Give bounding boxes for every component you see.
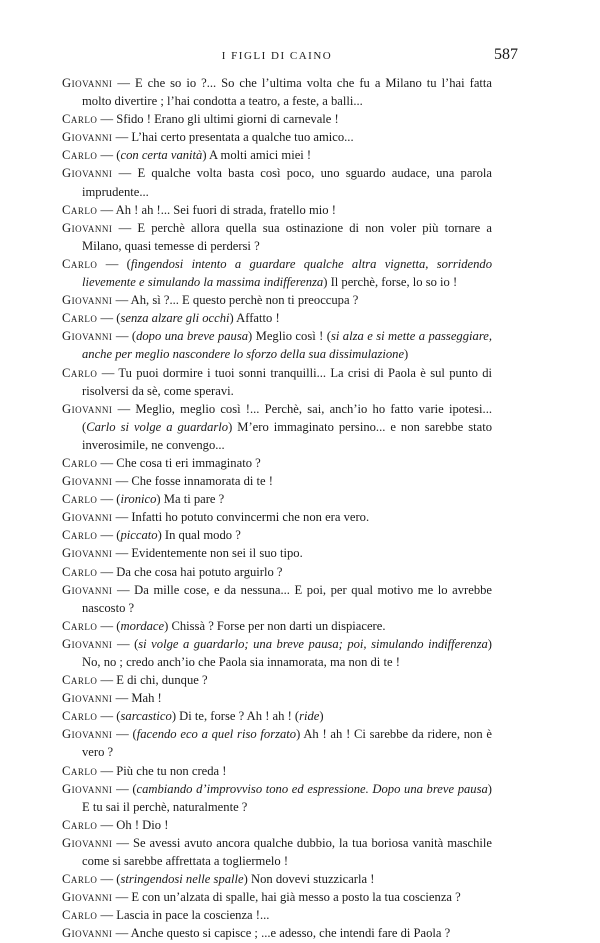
line-text: ) Non dovevi stuzzicarla ! — [243, 872, 375, 887]
stage-direction: sarcastico — [120, 709, 172, 724]
dialogue-line — [62, 508, 492, 526]
line-text: ) In qual modo ? — [157, 528, 241, 543]
dialogue-line — [62, 74, 492, 110]
dialogue-line — [62, 255, 492, 291]
stage-direction: stringendosi nelle spalle — [120, 872, 244, 887]
dialogue-line — [62, 472, 492, 490]
line-text: — Ah, sì ?... E questo perchè non ti preoccupa ? — [112, 293, 359, 308]
line-text: — ( — [112, 636, 139, 651]
speaker-name: Giovanni — [62, 510, 113, 525]
line-text: ) — [404, 347, 409, 362]
dialogue-line — [62, 490, 492, 508]
speaker-name: Carlo — [62, 564, 98, 579]
line-text: — Lascia in pace la coscienza !... — [97, 908, 270, 923]
speaker-name: Giovanni — [62, 691, 113, 706]
line-text: — ( — [97, 528, 121, 543]
running-head — [62, 46, 518, 68]
speaker-name: Giovanni — [62, 166, 113, 181]
line-text: — ( — [112, 329, 137, 344]
stage-direction: senza alzare gli occhi — [120, 311, 230, 326]
speaker-name: Giovanni — [62, 401, 113, 416]
dialogue-line — [62, 924, 492, 942]
line-text: — E perchè allora quella sua ostinazione di non voler più tornare a Milano, quasi temesse di perdersi ? — [82, 220, 492, 253]
line-text: — Oh ! Dio ! — [97, 817, 169, 832]
dialogue-line — [62, 635, 492, 671]
stage-direction: si volge a guardarlo; una breve pausa; poi, simulando indifferenza — [138, 636, 488, 651]
speaker-name: Carlo — [62, 365, 98, 380]
stage-direction: mordace — [120, 618, 165, 633]
dialogue-body — [62, 74, 492, 943]
speaker-name: Carlo — [62, 148, 98, 163]
stage-direction: cambiando d’improvviso tono ed espressione. Dopo una breve pausa — [136, 781, 488, 796]
speaker-name: Carlo — [62, 528, 98, 543]
dialogue-line — [62, 617, 492, 635]
stage-direction: Carlo si volge a guardarlo — [86, 419, 229, 434]
dialogue-line — [62, 689, 492, 707]
speaker-name: Carlo — [62, 618, 98, 633]
dialogue-line — [62, 762, 492, 780]
speaker-name: Giovanni — [62, 727, 113, 742]
speaker-name: Giovanni — [62, 220, 113, 235]
dialogue-line — [62, 309, 492, 327]
dialogue-line — [62, 780, 492, 816]
line-text: — Mah ! — [112, 691, 162, 706]
dialogue-line — [62, 128, 492, 146]
dialogue-line — [62, 725, 492, 761]
speaker-name: Giovanni — [62, 293, 113, 308]
line-text: — E di chi, dunque ? — [97, 673, 208, 688]
line-text: — ( — [112, 727, 137, 742]
line-text: ) E tu sai il perchè, naturalmente ? — [82, 781, 492, 814]
dialogue-line — [62, 581, 492, 617]
line-text: — Tu puoi dormire i tuoi sonni tranquilli... La crisi di Paola è sul punto di risolversi da sè, come speravi. — [82, 365, 492, 398]
line-text: ) Di te, forse ? Ah ! ah ! ( — [171, 709, 300, 724]
speaker-name: Giovanni — [62, 546, 113, 561]
line-text: — Che cosa ti eri immaginato ? — [97, 455, 261, 470]
line-text: ) Il perchè, forse, lo so io ! — [323, 275, 458, 290]
line-text: — Ah ! ah !... Sei fuori di strada, fratello mio ! — [97, 202, 336, 217]
speaker-name: Carlo — [62, 709, 98, 724]
dialogue-line — [62, 110, 492, 128]
stage-direction: ironico — [120, 492, 157, 507]
speaker-name: Carlo — [62, 455, 98, 470]
stage-direction: con certa vanità — [120, 148, 203, 163]
dialogue-line — [62, 906, 492, 924]
line-text: — ( — [97, 872, 121, 887]
line-text: — Più che tu non creda ! — [97, 763, 227, 778]
dialogue-line — [62, 146, 492, 164]
dialogue-line — [62, 164, 492, 200]
dialogue-line — [62, 327, 492, 363]
line-text: ) M’ero immaginato persino... e non sarebbe stato inverosimile, ne convengo... — [82, 419, 492, 452]
line-text: — E che so io ?... So che l’ultima volta che fu a Milano tu l’hai fatta molto divertire ; l’hai condotta a teatro, a feste, a balli... — [82, 76, 492, 109]
speaker-name: Giovanni — [62, 890, 113, 905]
line-text: ) Ma ti pare ? — [156, 492, 225, 507]
dialogue-line — [62, 563, 492, 581]
line-text: — Che fosse innamorata di te ! — [112, 474, 273, 489]
line-text: ) A molti amici miei ! — [202, 148, 312, 163]
line-text: ) Affatto ! — [229, 311, 280, 326]
page-number: 587 — [494, 46, 518, 63]
dialogue-line — [62, 707, 492, 725]
dialogue-line — [62, 454, 492, 472]
running-title: I FIGLI DI CAINO — [221, 50, 333, 62]
dialogue-line — [62, 671, 492, 689]
dialogue-line — [62, 201, 492, 219]
stage-direction: piccato — [120, 528, 158, 543]
speaker-name: Giovanni — [62, 474, 113, 489]
speaker-name: Carlo — [62, 202, 98, 217]
line-text: ) — [319, 709, 324, 724]
line-text: — L’hai certo presentata a qualche tuo amico... — [112, 130, 354, 145]
speaker-name: Giovanni — [62, 636, 113, 651]
dialogue-line — [62, 544, 492, 562]
line-text: — Infatti ho potuto convincermi che non era vero. — [112, 510, 370, 525]
speaker-name: Giovanni — [62, 926, 113, 941]
speaker-name: Carlo — [62, 872, 98, 887]
line-text: — ( — [97, 709, 121, 724]
line-text: — Se avessi avuto ancora qualche dubbio, la tua boriosa vanità maschile come si sarebbe affrettata a togliermelo ! — [82, 835, 492, 869]
line-text: ) Meglio così ! ( — [248, 329, 331, 344]
speaker-name: Carlo — [62, 673, 98, 688]
line-text: — ( — [97, 492, 121, 507]
line-text: — Anche questo si capisce ; ...e adesso, che intendi fare di Paola ? — [112, 926, 451, 941]
stage-direction: ride — [299, 709, 320, 724]
line-text: — ( — [97, 618, 121, 633]
dialogue-line — [62, 364, 492, 400]
line-text: ) Chissà ? Forse per non darti un dispiacere. — [164, 618, 386, 633]
stage-direction: dopo una breve pausa — [136, 329, 249, 344]
speaker-name: Giovanni — [62, 835, 113, 850]
line-text: — Evidentemente non sei il suo tipo. — [112, 546, 303, 561]
line-text: — ( — [97, 256, 131, 271]
stage-direction: fingendosi intento a guardare qualche altra vignetta, sorridendo lievemente e simulando la massima indifferenza — [82, 256, 492, 290]
line-text: — Da che cosa hai potuto arguirlo ? — [97, 564, 283, 579]
speaker-name: Giovanni — [62, 76, 113, 90]
line-text: — Da mille cose, e da nessuna... E poi, per qual motivo me lo avrebbe nascosto ? — [82, 582, 492, 615]
dialogue-line — [62, 816, 492, 834]
stage-direction: facendo eco a quel riso forzato — [136, 727, 297, 742]
line-text: — ( — [97, 148, 121, 163]
speaker-name: Carlo — [62, 492, 98, 507]
line-text: — ( — [112, 781, 137, 796]
dialogue-line — [62, 219, 492, 255]
speaker-name: Giovanni — [62, 130, 113, 145]
stage-direction: si alza e si mette a passeggiare, anche per meglio nascondere lo sforzo della sua dissimulazione — [82, 329, 492, 362]
line-text: — Sfido ! Erano gli ultimi giorni di carnevale ! — [97, 112, 339, 127]
speaker-name: Giovanni — [62, 329, 113, 344]
line-text: — E qualche volta basta così poco, uno sguardo audace, una parola imprudente... — [82, 166, 492, 199]
dialogue-line — [62, 400, 492, 454]
dialogue-line — [62, 526, 492, 544]
line-text: — ( — [97, 311, 121, 326]
speaker-name: Carlo — [62, 112, 98, 127]
speaker-name: Carlo — [62, 311, 98, 326]
dialogue-line — [62, 291, 492, 309]
speaker-name: Carlo — [62, 908, 98, 923]
dialogue-line — [62, 888, 492, 906]
speaker-name: Carlo — [62, 256, 98, 271]
speaker-name: Giovanni — [62, 582, 113, 597]
dialogue-line — [62, 870, 492, 888]
speaker-name: Carlo — [62, 763, 98, 778]
line-text: — E con un’alzata di spalle, hai già messo a posto la tua coscienza ? — [112, 890, 461, 905]
line-text: — Meglio, meglio così !... Perchè, sai, anch’io ho fatto varie ipotesi... ( — [82, 401, 492, 434]
dialogue-line — [62, 834, 492, 870]
speaker-name: Giovanni — [62, 781, 113, 796]
speaker-name: Carlo — [62, 817, 98, 832]
line-text: ) Ah ! ah ! Ci sarebbe da ridere, non è vero ? — [82, 727, 492, 760]
line-text: ) No, no ; credo anch’io che Paola sia innamorata, ma non di te ! — [82, 636, 492, 669]
